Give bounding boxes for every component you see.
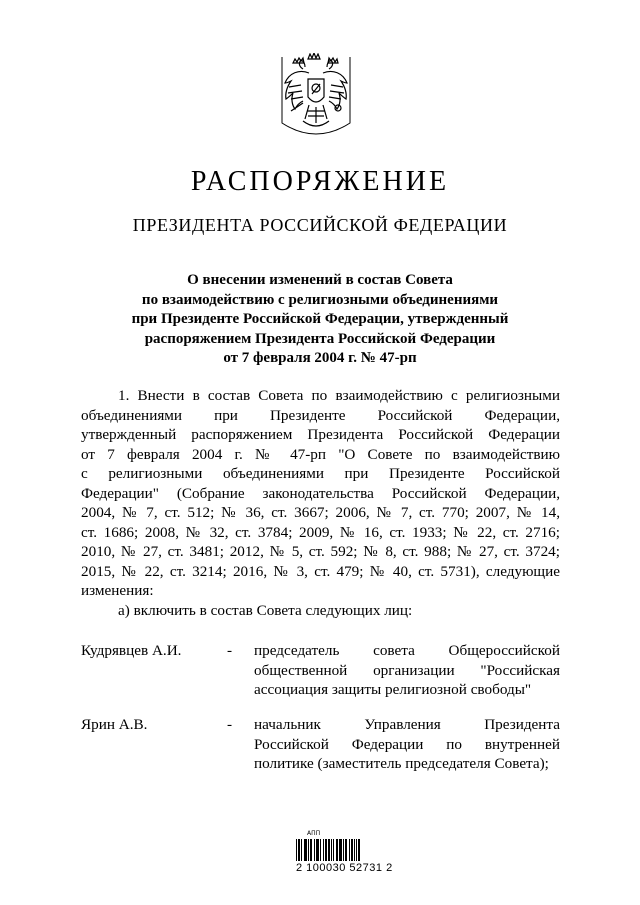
paragraph-line: объединениями при Президенте Российской Федерации, xyxy=(81,406,560,424)
barcode-mark: АПП xyxy=(307,830,321,837)
person-dash: - xyxy=(227,642,233,659)
paragraph-line: от 7 февраля 2004 г. № 47-рп "О Совете по взаимодействию xyxy=(81,445,560,463)
position-line: начальник Управления Президента xyxy=(254,716,560,733)
position-line: председатель совета Общероссийской xyxy=(254,642,560,659)
russian-coat-of-arms-icon xyxy=(281,53,351,137)
barcode-number: 2 100030 52731 2 xyxy=(296,862,393,874)
title-line: по взаимодействию с религиозными объединениями xyxy=(141,291,499,308)
paragraph-line: ст. 1686; 2008, № 32, ст. 3784; 2009, № 16, ст. 1933; № 22, ст. 2716; xyxy=(81,523,560,541)
barcode-icon xyxy=(296,839,360,861)
person-name: Ярин А.В. xyxy=(81,716,148,733)
title-line: О внесении изменений в состав Совета xyxy=(187,272,453,288)
paragraph-line: 2010, № 27, ст. 3481; 2012, № 5, ст. 592; № 8, ст. 988; № 27, ст. 3724; xyxy=(81,543,560,560)
paragraph-line: 2004, № 7, ст. 512; № 36, ст. 3667; 2006, № 7, ст. 770; 2007, № 14, xyxy=(81,504,560,521)
paragraph-line: с религиозными объединениями при Президенте Российской xyxy=(81,465,560,482)
paragraph-line: 2015, № 22, ст. 3214; 2016, № 3, ст. 479; № 40, ст. 5731), следующие xyxy=(81,562,560,580)
paragraph-line: Федерации" (Собрание законодательства Российской Федерации, xyxy=(81,484,560,502)
document-type-heading: РАСПОРЯЖЕНИЕ xyxy=(190,166,450,197)
document-title xyxy=(0,271,640,369)
paragraph-line: изменения: xyxy=(81,582,154,599)
paragraph-1 xyxy=(81,386,560,620)
position-line: Российской Федерации по внутренней xyxy=(254,735,560,753)
position-line: общественной организации "Российская xyxy=(254,661,560,679)
position-line: ассоциация защиты религиозной свободы" xyxy=(254,681,532,698)
position-line: политике (заместитель председателя Совета); xyxy=(254,755,549,772)
person-name: Кудрявцев А.И. xyxy=(81,642,182,659)
title-line: распоряжением Президента Российской Федерации xyxy=(144,330,496,347)
person-position xyxy=(254,715,560,774)
paragraph-line: утвержденный распоряжением Президента Российской Федерации xyxy=(81,426,560,443)
subpoint-a: а) включить в состав Совета следующих лиц: xyxy=(118,601,413,619)
person-dash: - xyxy=(227,716,233,733)
person-position xyxy=(254,641,560,700)
title-line: при Президенте Российской Федерации, утвержденный xyxy=(131,311,509,327)
title-line: от 7 февраля 2004 г. № 47-рп xyxy=(223,350,417,366)
issuer-heading: ПРЕЗИДЕНТА РОССИЙСКОЙ ФЕДЕРАЦИИ xyxy=(132,215,508,235)
paragraph-line: 1. Внести в состав Совета по взаимодействию с религиозными xyxy=(118,387,560,404)
